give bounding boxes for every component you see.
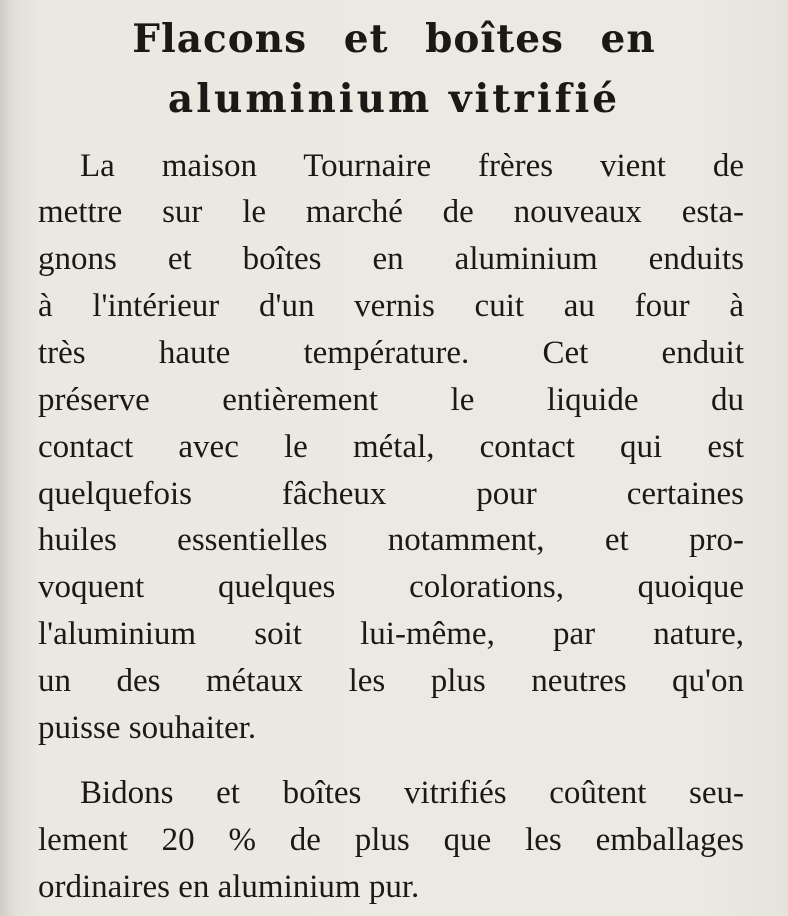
paragraph-1-line: préserve entièrement le liquide du bbox=[38, 382, 744, 418]
paragraph-1-line: mettre sur le marché de nouveaux esta- bbox=[38, 194, 744, 230]
paragraph-1-line: puisse souhaiter. bbox=[38, 710, 257, 746]
paragraph-1-line: voquent quelques colorations, quoique bbox=[38, 569, 744, 605]
paragraph-1-line: contact avec le métal, contact qui est bbox=[38, 429, 744, 465]
paragraph-2-line: lement 20 % de plus que les emballages bbox=[38, 822, 744, 858]
paragraph-1-line: gnons et boîtes en aluminium enduits bbox=[38, 241, 744, 277]
paragraph-2-line: Bidons et boîtes vitrifiés coûtent seu- bbox=[80, 775, 744, 811]
paragraph-2-line: ordinaires en aluminium pur. bbox=[38, 869, 420, 905]
paragraph-1-line: très haute température. Cet enduit bbox=[38, 335, 744, 371]
paragraph-1-line: l'aluminium soit lui-même, par nature, bbox=[38, 616, 744, 652]
article-title-line-1: Flacons et boîtes en bbox=[132, 16, 656, 62]
paragraph-1-line: huiles essentielles notamment, et pro- bbox=[38, 522, 744, 558]
paragraph-1-line: un des métaux les plus neutres qu'on bbox=[38, 663, 744, 699]
article-title-line-2: aluminium vitrifié bbox=[167, 76, 621, 122]
paragraph-1-line: La maison Tournaire frères vient de bbox=[80, 148, 744, 184]
paragraph-1-line: quelquefois fâcheux pour certaines bbox=[38, 476, 744, 512]
paragraph-1-line: à l'intérieur d'un vernis cuit au four à bbox=[38, 288, 744, 324]
